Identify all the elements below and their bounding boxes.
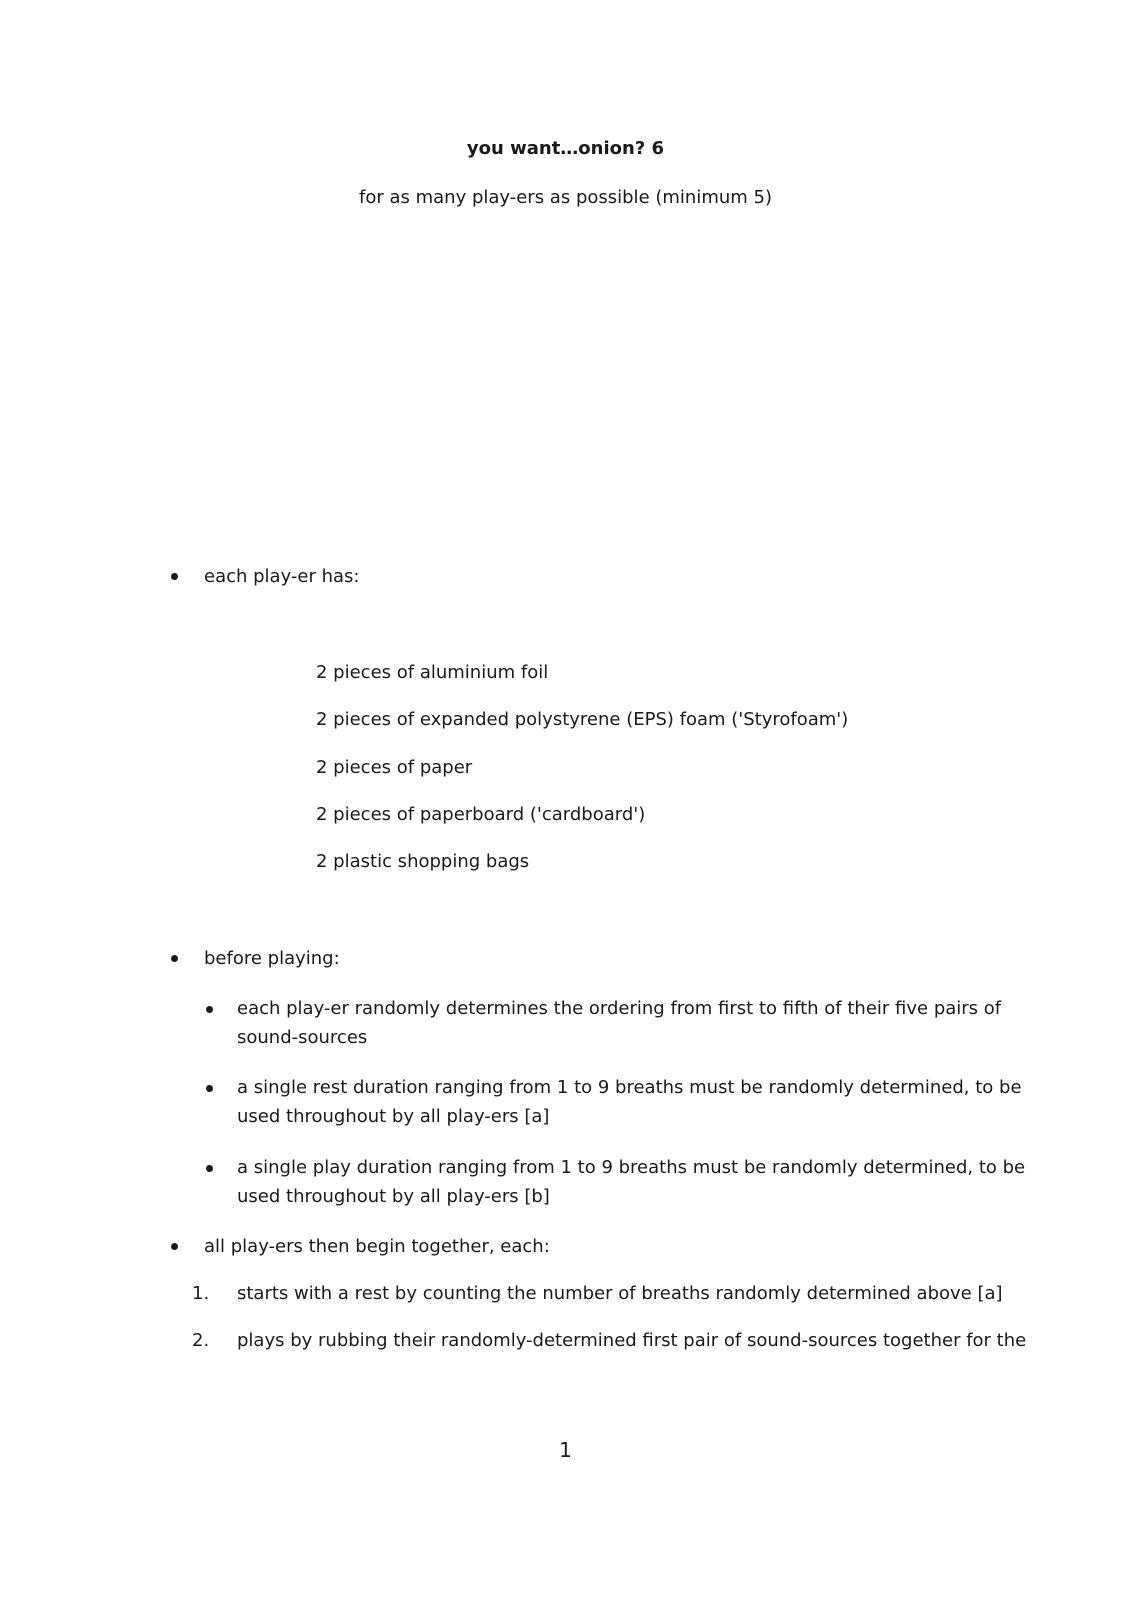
list-item: 2 pieces of aluminium foil (316, 662, 549, 683)
section-begin-label: all play-ers then begin together, each: (204, 1236, 550, 1257)
bullet-icon (206, 1165, 213, 1172)
bullet-icon (206, 1006, 213, 1013)
list-item: a single play duration ranging from 1 to 9 breaths must be randomly determined, to be (237, 1157, 1026, 1178)
page-number: 1 (559, 1438, 572, 1462)
list-item: each play-er randomly determines the ordering from first to fifth of their five pairs of (237, 998, 1002, 1019)
list-item-continuation: used throughout by all play-ers [b] (237, 1186, 550, 1207)
bullet-icon (171, 955, 178, 962)
list-item: 2 plastic shopping bags (316, 851, 530, 872)
section-has-label: each play-er has: (204, 566, 360, 587)
bullet-icon (171, 573, 178, 580)
list-item-continuation: sound-sources (237, 1027, 368, 1048)
step-text: starts with a rest by counting the number of breaths randomly determined above [a] (237, 1283, 1003, 1304)
list-item-continuation: used throughout by all play-ers [a] (237, 1106, 550, 1127)
document-title: you want…onion? 6 (466, 138, 665, 159)
step-text: plays by rubbing their randomly-determined first pair of sound-sources together for the (237, 1330, 1027, 1351)
list-item: 2 pieces of paperboard ('cardboard') (316, 804, 646, 825)
list-item: 2 pieces of paper (316, 757, 473, 778)
list-item: a single rest duration ranging from 1 to 9 breaths must be randomly determined, to be (237, 1077, 1022, 1098)
step-number: 2. (192, 1330, 210, 1351)
bullet-icon (171, 1243, 178, 1250)
document-subtitle: for as many play-ers as possible (minimum 5) (359, 187, 772, 208)
list-item: 2 pieces of expanded polystyrene (EPS) foam ('Styrofoam') (316, 709, 849, 730)
section-before-label: before playing: (204, 948, 340, 969)
bullet-icon (206, 1085, 213, 1092)
step-number: 1. (192, 1283, 210, 1304)
